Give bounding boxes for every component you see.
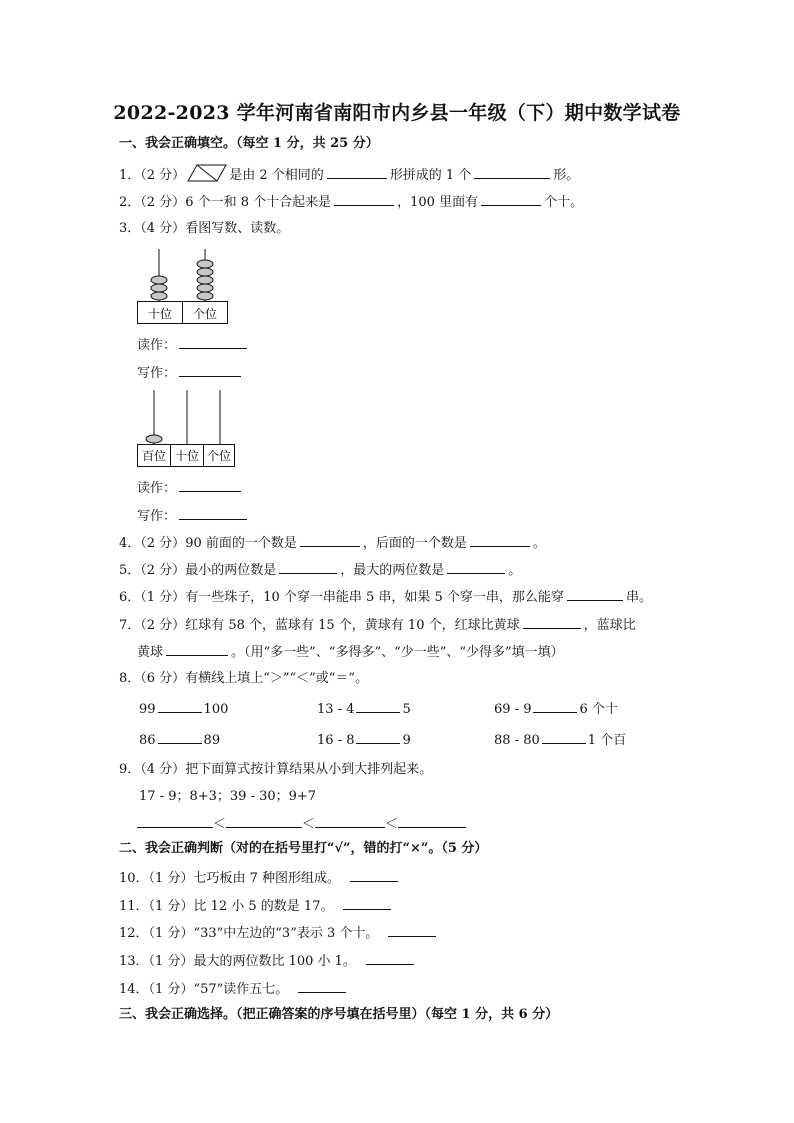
question-8-text: 有横线上填上“＞”“＜”或“＝”。 [185,671,369,686]
exam-title: 2022-2023 学年河南省南阳市内乡县一年级（下）期中数学试卷 [113,102,681,124]
abacus-1-ones-beads [197,260,213,300]
question-11-text: 比 12 小 5 的数是 17。 [193,899,334,914]
question-6-text-a: 有一些珠子，10 个穿一串能串 5 串，如果 5 个穿一串，那么能穿 [185,590,564,605]
question-10 [119,869,401,887]
compare-right: 100 [203,702,229,717]
compare-left: 69 - 9 [494,702,532,717]
question-7-line-2 [137,643,564,661]
question-12-number: 12．（1 分） [119,926,194,941]
compare-right: 6 个十 [579,702,618,717]
question-2-text-a: 6 个一和 8 个十合起来是 [185,195,332,210]
question-2 [119,193,583,211]
answer-blank-12[interactable] [388,924,436,937]
section-1-heading: 一、我会正确填空。（每空 1 分，共 25 分） [119,136,379,151]
question-1-number: 1．（2 分） [119,168,186,183]
write-label-2: 写作： [137,509,177,524]
blank-3-write-1[interactable] [179,364,241,377]
abacus-2-label-tens: 十位 [174,449,200,463]
blank-3-read-1[interactable] [179,336,247,349]
question-7-number: 7．（2 分） [119,618,186,633]
abacus-2-read-line [137,479,244,497]
read-label-2: 读作： [137,481,177,496]
question-5-text-c: 。 [508,563,522,578]
question-7 [119,616,636,634]
question-5 [119,561,521,579]
compare-item-3 [494,700,618,718]
abacus-1-tens-beads [151,276,167,300]
abacus-2-label-hundreds: 百位 [141,449,167,463]
abacus-bead [197,268,213,276]
compare-right: 1 个百 [587,733,627,748]
question-14 [119,980,349,998]
question-1-text-a: 是由 2 个相同的 [229,168,324,183]
question-1 [119,164,579,187]
question-13-number: 13．（1 分） [119,954,194,969]
blank-2b[interactable] [481,193,541,206]
question-3 [119,221,289,237]
order-blank-1[interactable] [137,815,213,828]
compare-right: 9 [402,733,411,748]
blank-1b[interactable] [474,166,550,179]
abacus-1-read-line [137,336,250,354]
question-9-number: 9．（4 分） [119,762,186,777]
compare-item-2 [317,700,411,718]
question-4-text-a: 90 前面的一个数是 [185,536,297,551]
question-6-number: 6．（1 分） [119,590,186,605]
question-11-number: 11．（1 分） [119,899,194,914]
read-label-1: 读作： [137,338,177,353]
abacus-bead [197,260,213,268]
question-9-order-line [137,815,466,833]
compare-left: 99 [139,702,156,717]
question-10-number: 10．（1 分） [119,871,194,886]
compare-right: 89 [203,733,221,748]
less-than-1: ＜ [213,817,227,832]
question-9 [119,762,432,778]
compare-left: 13 - 4 [317,702,355,717]
abacus-1-write-line [137,364,244,382]
question-12 [119,924,439,942]
question-3-text: 看图写数、读数。 [185,221,290,236]
question-5-text-b: ，最大的两位数是 [340,563,445,578]
question-1-text-c: 形。 [553,168,580,183]
question-2-number: 2．（2 分） [119,195,186,210]
blank-4b[interactable] [470,534,530,547]
abacus-bead [151,276,167,284]
abacus-bead [146,435,162,443]
blank-5a[interactable] [279,561,337,574]
abacus-bead [151,284,167,292]
answer-blank-11[interactable] [343,897,391,910]
order-blank-3[interactable] [315,815,385,828]
blank-3-read-2[interactable] [179,479,241,492]
section-3-heading: 三、我会正确选择。（把正确答案的序号填在括号里）（每空 1 分，共 6 分） [119,1007,559,1022]
abacus-bead [197,284,213,292]
question-4-text-c: 。 [532,536,546,551]
question-4 [119,534,546,552]
blank-1a[interactable] [327,166,387,179]
compare-item-1 [139,700,228,718]
abacus-2-label-ones: 个位 [206,449,232,463]
question-2-text-c: 个十。 [544,195,584,210]
blank-3-write-2[interactable] [179,507,247,520]
question-14-text: “57”读作五七。 [193,982,289,997]
compare-blank-5[interactable] [356,731,400,744]
blank-4a[interactable] [300,534,360,547]
abacus-diagram-1 [137,247,231,331]
parallelogram-icon [187,164,227,187]
answer-blank-10[interactable] [350,869,398,882]
question-9-expressions: 17 - 9；8+3；39 - 30；9+7 [139,789,317,804]
question-7-line2-a: 黄球 [137,645,164,660]
abacus-1-label-ones: 个位 [192,307,218,321]
write-label-1: 写作： [137,366,177,381]
question-1-text-b: 形拼成的 1 个 [389,168,472,183]
abacus-2-hundreds-beads [146,435,162,443]
question-6 [119,588,652,606]
question-7-text-a: 红球有 58 个，蓝球有 15 个，黄球有 10 个，红球比黄球 [185,618,520,633]
compare-blank-3[interactable] [533,700,577,713]
order-blank-4[interactable] [398,815,466,828]
compare-item-4 [139,731,220,749]
question-11 [119,897,394,915]
question-14-number: 14．（1 分） [119,982,194,997]
question-7-text-b: ，蓝球比 [583,618,636,633]
compare-left: 86 [139,733,156,748]
answer-blank-13[interactable] [366,952,414,965]
abacus-1-label-tens: 十位 [147,307,173,321]
question-6-text-b: 串。 [625,590,652,605]
blank-5b[interactable] [447,561,505,574]
less-than-2: ＜ [302,817,316,832]
question-3-number: 3．（4 分） [119,221,186,236]
compare-blank-6[interactable] [542,731,586,744]
section-2-heading: 二、我会正确判断（对的在括号里打“√”，错的打“×”。（5 分） [119,841,488,856]
compare-blank-2[interactable] [356,700,400,713]
abacus-2-write-line [137,507,250,525]
compare-left: 88 - 80 [494,733,540,748]
compare-blank-4[interactable] [158,731,202,744]
question-9-text: 把下面算式按计算结果从小到大排列起来。 [185,762,433,777]
question-4-text-b: ，后面的一个数是 [362,536,467,551]
question-10-text: 七巧板由 7 种图形组成。 [193,871,340,886]
abacus-diagram-2 [137,388,237,474]
blank-6[interactable] [567,588,623,601]
blank-2a[interactable] [334,193,394,206]
question-13-text: 最大的两位数比 100 小 1。 [193,954,356,969]
question-2-text-b: ，100 里面有 [397,195,479,210]
compare-item-5 [317,731,411,749]
abacus-bead [197,276,213,284]
question-5-text-a: 最小的两位数是 [185,563,277,578]
compare-right: 5 [402,702,411,717]
question-12-text: “33”中左边的“3”表示 3 个十。 [193,926,379,941]
question-5-number: 5．（2 分） [119,563,186,578]
blank-7a[interactable] [523,616,581,629]
compare-item-6 [494,731,626,749]
abacus-bead [197,292,213,300]
compare-left: 16 - 8 [317,733,355,748]
blank-7b[interactable] [166,643,228,656]
answer-blank-14[interactable] [298,980,346,993]
less-than-3: ＜ [385,817,399,832]
order-blank-2[interactable] [226,815,302,828]
compare-blank-1[interactable] [158,700,202,713]
abacus-bead [151,292,167,300]
question-8 [119,671,368,687]
question-8-number: 8．（6 分） [119,671,186,686]
question-4-number: 4．（2 分） [119,536,186,551]
question-13 [119,952,417,970]
question-7-line2-b: 。（用“多一些”、“多得多”、“少一些”、“少得多”填一填） [231,645,564,660]
